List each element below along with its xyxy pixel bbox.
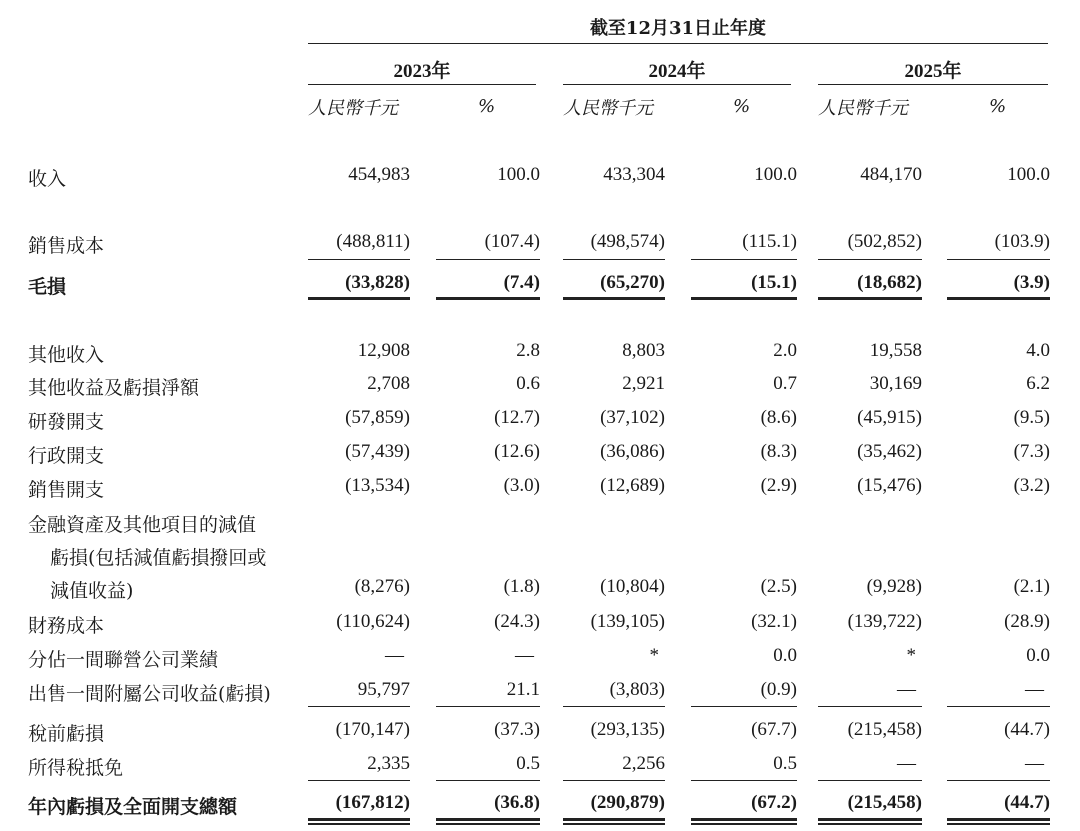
table-cell: (36,086) xyxy=(600,441,665,462)
table-cell: (12.7) xyxy=(494,407,540,428)
table-cell: 484,170 xyxy=(860,164,922,185)
pct-label-2024: % xyxy=(733,96,751,117)
unit-label-2024: 人民幣千元 xyxy=(563,98,653,119)
table-cell: (33,828) xyxy=(345,272,410,293)
row-label: 出售一間附屬公司收益(虧損) xyxy=(28,683,271,705)
table-cell: — xyxy=(897,679,916,700)
table-cell: (37,102) xyxy=(600,407,665,428)
subtotal-rule xyxy=(308,706,410,707)
table-cell: — xyxy=(1025,753,1044,774)
subtotal-rule xyxy=(691,706,797,707)
table-cell: (44.7) xyxy=(1004,719,1050,740)
table-cell: 2.0 xyxy=(773,340,797,361)
table-cell: — xyxy=(515,645,534,666)
table-cell: (110,624) xyxy=(336,611,410,632)
row-label: 所得稅抵免 xyxy=(28,757,124,779)
table-cell: * xyxy=(649,645,659,666)
subtotal-rule xyxy=(818,706,922,707)
table-cell: 2,921 xyxy=(622,373,665,394)
table-cell: (67.7) xyxy=(751,719,797,740)
table-cell: (139,105) xyxy=(590,611,665,632)
row-label: 行政開支 xyxy=(28,445,105,467)
subtotal-rule xyxy=(818,259,922,260)
total-double-rule xyxy=(691,818,797,825)
table-cell: 0.6 xyxy=(516,373,540,394)
table-cell: (45,915) xyxy=(857,407,922,428)
table-cell: (15.1) xyxy=(751,272,797,293)
table-cell: 100.0 xyxy=(1007,164,1050,185)
table-cell: — xyxy=(897,753,916,774)
row-label: 收入 xyxy=(28,168,67,190)
row-label: 其他收益及虧損淨額 xyxy=(28,377,200,399)
table-cell: (2.1) xyxy=(1013,576,1050,597)
table-cell: 0.0 xyxy=(1026,645,1050,666)
year-2024: 2024年 xyxy=(648,61,706,82)
total-double-rule xyxy=(563,818,665,825)
row-label: 其他收入 xyxy=(28,344,105,366)
table-cell: (3.2) xyxy=(1013,475,1050,496)
table-cell: (139,722) xyxy=(847,611,922,632)
table-cell: (9.5) xyxy=(1013,407,1050,428)
table-cell: (170,147) xyxy=(335,719,410,740)
subtotal-rule xyxy=(818,780,922,781)
subtotal-rule xyxy=(947,706,1050,707)
table-cell: (57,439) xyxy=(345,441,410,462)
gross-loss-rule xyxy=(436,297,540,300)
table-cell: 2,256 xyxy=(622,753,665,774)
table-cell: 12,908 xyxy=(357,340,410,361)
table-cell: (215,458) xyxy=(847,792,922,813)
table-cell: (103.9) xyxy=(994,231,1050,252)
table-cell: (57,859) xyxy=(345,407,410,428)
pct-label-2023: % xyxy=(478,96,496,117)
table-cell: (24.3) xyxy=(494,611,540,632)
table-cell: (115.1) xyxy=(742,231,797,252)
table-cell: (9,928) xyxy=(866,576,922,597)
subtotal-rule xyxy=(563,706,665,707)
year-rule-2023 xyxy=(308,84,536,85)
table-cell: 0.5 xyxy=(773,753,797,774)
gross-loss-rule xyxy=(691,297,797,300)
gross-loss-rule xyxy=(563,297,665,300)
table-cell: 6.2 xyxy=(1026,373,1050,394)
row-label: 虧損(包括減值虧損撥回或 xyxy=(50,547,267,569)
row-label: 研發開支 xyxy=(28,411,105,433)
total-double-rule xyxy=(947,818,1050,825)
table-cell: (7.3) xyxy=(1013,441,1050,462)
gross-loss-rule xyxy=(818,297,922,300)
table-cell: (7.4) xyxy=(503,272,540,293)
table-cell: (293,135) xyxy=(590,719,665,740)
table-cell: 0.0 xyxy=(773,645,797,666)
table-cell: (28.9) xyxy=(1004,611,1050,632)
table-cell: 8,803 xyxy=(622,340,665,361)
table-cell: (37.3) xyxy=(494,719,540,740)
subtotal-rule xyxy=(947,780,1050,781)
total-double-rule xyxy=(308,818,410,825)
year-rule-2025 xyxy=(818,84,1048,85)
period-title: 截至12月31日止年度 xyxy=(589,18,767,39)
subtotal-rule xyxy=(436,259,540,260)
year-rule-2024 xyxy=(563,84,791,85)
table-cell: (488,811) xyxy=(336,231,410,252)
subtotal-rule xyxy=(563,780,665,781)
table-cell: (10,804) xyxy=(600,576,665,597)
table-cell: 433,304 xyxy=(603,164,665,185)
table-cell: 0.5 xyxy=(516,753,540,774)
row-label: 金融資產及其他項目的減值 xyxy=(28,514,257,536)
table-cell: (8,276) xyxy=(354,576,410,597)
table-cell: 0.7 xyxy=(773,373,797,394)
table-cell: (67.2) xyxy=(751,792,797,813)
row-label: 年內虧損及全面開支總額 xyxy=(28,796,238,818)
subtotal-rule xyxy=(436,780,540,781)
subtotal-rule xyxy=(563,259,665,260)
table-cell: (65,270) xyxy=(600,272,665,293)
table-cell: (8.6) xyxy=(760,407,797,428)
table-cell: 454,983 xyxy=(348,164,410,185)
year-2025: 2025年 xyxy=(904,61,962,82)
year-2023: 2023年 xyxy=(393,61,451,82)
table-cell: * xyxy=(906,645,916,666)
table-cell: (18,682) xyxy=(857,272,922,293)
table-cell: 2,708 xyxy=(367,373,410,394)
row-label: 稅前虧損 xyxy=(28,723,105,745)
row-label: 財務成本 xyxy=(28,615,105,637)
table-cell: (3,803) xyxy=(609,679,665,700)
table-cell: (2.5) xyxy=(760,576,797,597)
row-label: 毛損 xyxy=(28,276,67,298)
subtotal-rule xyxy=(308,780,410,781)
table-cell: (32.1) xyxy=(751,611,797,632)
table-cell: 19,558 xyxy=(869,340,922,361)
table-cell: (12,689) xyxy=(600,475,665,496)
row-label: 銷售成本 xyxy=(28,235,105,257)
total-double-rule xyxy=(436,818,540,825)
subtotal-rule xyxy=(691,259,797,260)
table-cell: (3.9) xyxy=(1013,272,1050,293)
subtotal-rule xyxy=(308,259,410,260)
row-label: 減值收益) xyxy=(50,580,134,602)
table-cell: (215,458) xyxy=(847,719,922,740)
header-rule xyxy=(308,43,1048,44)
table-cell: (502,852) xyxy=(847,231,922,252)
gross-loss-rule xyxy=(308,297,410,300)
table-cell: (2.9) xyxy=(760,475,797,496)
table-cell: 100.0 xyxy=(497,164,540,185)
pct-label-2025: % xyxy=(989,96,1007,117)
table-cell: — xyxy=(1025,679,1044,700)
table-cell: — xyxy=(385,645,404,666)
table-cell: (290,879) xyxy=(590,792,665,813)
table-cell: 2,335 xyxy=(367,753,410,774)
table-cell: (15,476) xyxy=(857,475,922,496)
gross-loss-rule xyxy=(947,297,1050,300)
subtotal-rule xyxy=(436,706,540,707)
table-cell: 30,169 xyxy=(869,373,922,394)
table-cell: (167,812) xyxy=(335,792,410,813)
table-cell: (36.8) xyxy=(494,792,540,813)
table-cell: 4.0 xyxy=(1026,340,1050,361)
table-cell: 2.8 xyxy=(516,340,540,361)
subtotal-rule xyxy=(947,259,1050,260)
table-cell: 21.1 xyxy=(506,679,540,700)
table-cell: 100.0 xyxy=(754,164,797,185)
table-cell: (498,574) xyxy=(590,231,665,252)
table-cell: (44.7) xyxy=(1004,792,1050,813)
unit-label-2023: 人民幣千元 xyxy=(308,98,398,119)
unit-label-2025: 人民幣千元 xyxy=(818,98,908,119)
row-label: 分佔一間聯營公司業績 xyxy=(28,649,219,671)
table-cell: (107.4) xyxy=(484,231,540,252)
table-cell: (0.9) xyxy=(760,679,797,700)
table-cell: 95,797 xyxy=(357,679,410,700)
table-cell: (1.8) xyxy=(503,576,540,597)
table-cell: (13,534) xyxy=(345,475,410,496)
table-cell: (3.0) xyxy=(503,475,540,496)
row-label: 銷售開支 xyxy=(28,479,105,501)
subtotal-rule xyxy=(691,780,797,781)
table-cell: (8.3) xyxy=(760,441,797,462)
table-cell: (35,462) xyxy=(857,441,922,462)
total-double-rule xyxy=(818,818,922,825)
table-cell: (12.6) xyxy=(494,441,540,462)
